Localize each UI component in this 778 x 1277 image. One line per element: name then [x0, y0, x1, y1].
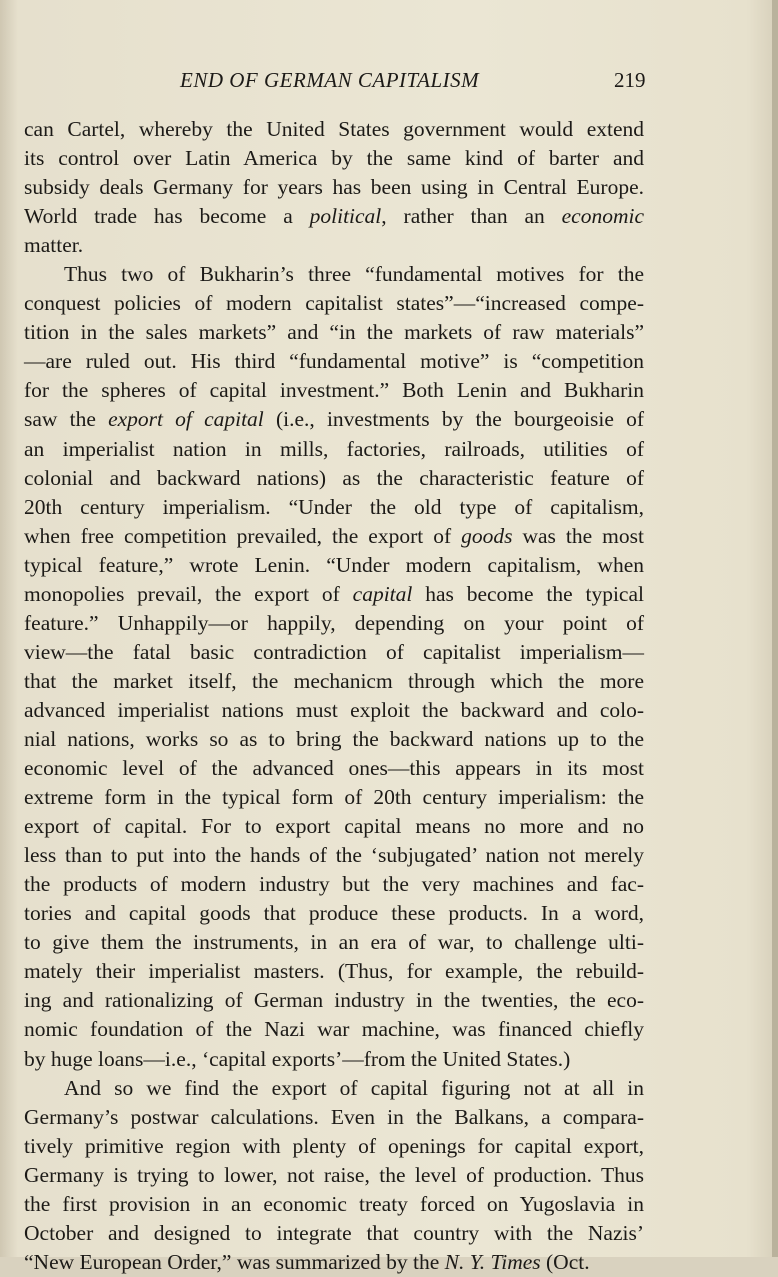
- text-line: 20th century imperialism. “Under the old type of capitalism,: [24, 494, 644, 519]
- text-line: tories and capital goods that produce these products. In a word,: [24, 901, 644, 926]
- text-line: to give them the instruments, in an era of war, to challenge ulti-: [24, 930, 644, 955]
- text-line: subsidy deals Germany for years has been using in Central Europe.: [24, 175, 644, 200]
- text-line: an imperialist nation in mills, factories, railroads, utilities of: [24, 436, 644, 461]
- running-title: END OF GERMAN CAPITALISM: [180, 68, 480, 92]
- paragraph: [24, 115, 644, 260]
- text-line: its control over Latin America by the same kind of barter and: [24, 146, 644, 171]
- page-header: [0, 68, 778, 98]
- body-text: [24, 115, 644, 1277]
- text-line: conquest policies of modern capitalist states”—“increased compe-: [24, 291, 644, 316]
- text-line: tition in the sales markets” and “in the markets of raw materials”: [24, 320, 644, 345]
- text-line: Germany’s postwar calculations. Even in the Balkans, a compara-: [24, 1104, 644, 1129]
- text-line: saw the export of capital (i.e., investments by the bourgeoisie of: [24, 407, 644, 432]
- text-line: can Cartel, whereby the United States government would extend: [24, 117, 644, 141]
- text-line: October and designed to integrate that country with the Nazis’: [24, 1220, 644, 1245]
- text-line: matter.: [24, 233, 84, 258]
- text-line: mately their imperialist masters. (Thus, for example, the rebuild-: [24, 959, 644, 984]
- text-line: monopolies prevail, the export of capital has become the typical: [24, 581, 644, 606]
- paragraph: [24, 1074, 644, 1277]
- text-line: feature.” Unhappily—or happily, depending on your point of: [24, 610, 644, 635]
- text-line: export of capital. For to export capital means no more and no: [24, 814, 644, 839]
- paragraph: [24, 260, 644, 1073]
- text-line: —are ruled out. His third “fundamental motive” is “competition: [24, 349, 644, 374]
- text-line: nial nations, works so as to bring the backward nations up to the: [24, 726, 644, 751]
- text-line: “New European Order,” was summarized by the N. Y. Times (Oct.: [24, 1249, 590, 1274]
- page-edge: [772, 0, 778, 1257]
- text-line: ing and rationalizing of German industry in the twenties, the eco-: [24, 988, 644, 1013]
- text-line: for the spheres of capital investment.” Both Lenin and Bukharin: [24, 378, 644, 403]
- text-line: World trade has become a political, rather than an economic: [24, 204, 645, 229]
- text-line: less than to put into the hands of the ‘subjugated’ nation not merely: [24, 843, 644, 868]
- text-line: the first provision in an economic treaty forced on Yugoslavia in: [24, 1191, 644, 1216]
- text-line: colonial and backward nations) as the characteristic feature of: [24, 465, 644, 490]
- text-line: when free competition prevailed, the export of goods was the most: [24, 523, 644, 548]
- text-line: that the market itself, the mechanicm through which the more: [24, 668, 644, 693]
- text-line: tively primitive region with plenty of openings for capital export,: [24, 1133, 644, 1158]
- text-line: Germany is trying to lower, not raise, the level of production. Thus: [24, 1162, 644, 1187]
- text-line: the products of modern industry but the very machines and fac-: [24, 872, 644, 897]
- text-line: And so we find the export of capital figuring not at all in: [64, 1075, 644, 1100]
- text-line: economic level of the advanced ones—this appears in its most: [24, 756, 644, 781]
- text-line: advanced imperialist nations must exploit the backward and colo-: [24, 697, 644, 722]
- text-line: view—the fatal basic contradiction of capitalist imperialism—: [24, 639, 644, 664]
- text-line: typical feature,” wrote Lenin. “Under modern capitalism, when: [24, 552, 644, 577]
- text-line: Thus two of Bukharin’s three “fundamental motives for the: [64, 262, 644, 287]
- text-line: nomic foundation of the Nazi war machine, was financed chiefly: [24, 1017, 644, 1042]
- text-line: extreme form in the typical form of 20th century imperialism: the: [24, 785, 644, 810]
- page-number: 219: [614, 68, 646, 92]
- text-line: by huge loans—i.e., ‘capital exports’—from the United States.): [24, 1046, 571, 1071]
